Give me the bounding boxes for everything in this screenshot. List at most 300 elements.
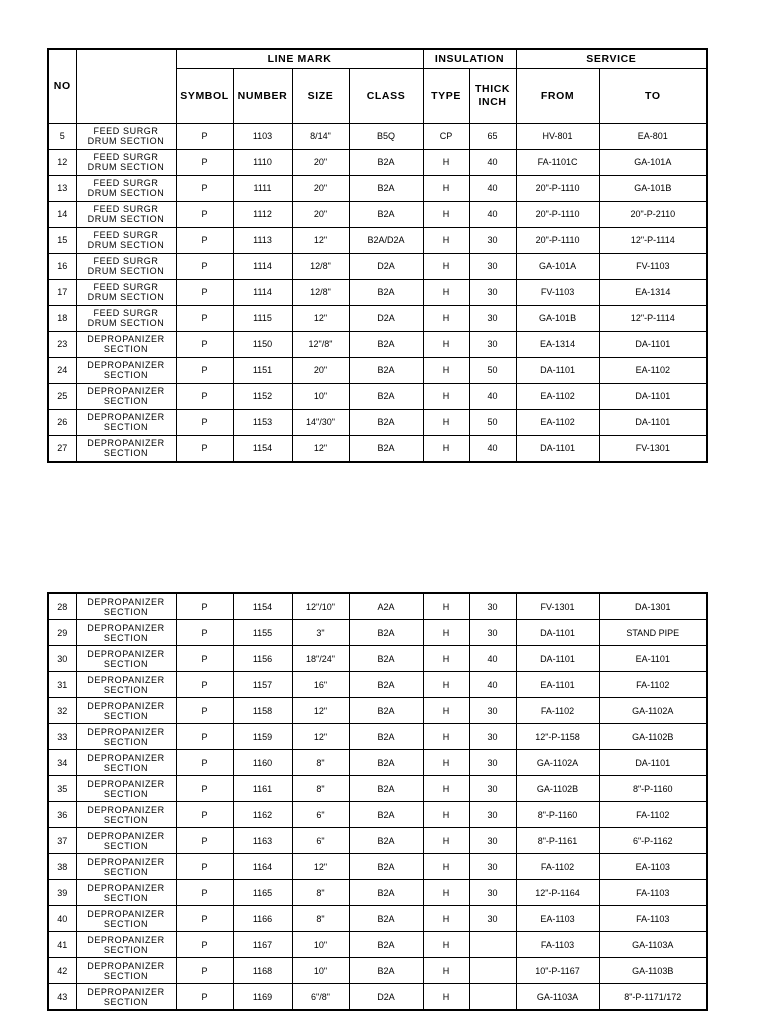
table-row [48, 383, 707, 409]
cell-size: 12" [292, 227, 349, 253]
header-no: NO [48, 49, 76, 123]
cell-section: DEPROPANIZER SECTION [76, 776, 176, 802]
cell-to: GA-1103A [599, 932, 707, 958]
cell-to: GA-1103B [599, 958, 707, 984]
cell-type: CP [423, 123, 469, 149]
header-section [76, 49, 176, 123]
cell-class: B2A [349, 672, 423, 698]
table-row [48, 123, 707, 149]
cell-no: 30 [48, 646, 76, 672]
cell-from: 8"-P-1160 [516, 802, 599, 828]
cell-type: H [423, 932, 469, 958]
cell-to: GA-1102A [599, 698, 707, 724]
cell-from: FA-1103 [516, 932, 599, 958]
cell-to: EA-1314 [599, 279, 707, 305]
cell-class: B2A [349, 331, 423, 357]
cell-size: 18"/24" [292, 646, 349, 672]
cell-class: B2A [349, 620, 423, 646]
table-row [48, 175, 707, 201]
cell-type: H [423, 253, 469, 279]
cell-symbol: P [176, 227, 233, 253]
cell-from: EA-1101 [516, 672, 599, 698]
cell-section: DEPROPANIZER SECTION [76, 672, 176, 698]
cell-class: B2A [349, 958, 423, 984]
cell-thick [469, 984, 516, 1011]
cell-no: 38 [48, 854, 76, 880]
cell-section: DEPROPANIZER SECTION [76, 854, 176, 880]
cell-type: H [423, 750, 469, 776]
cell-number: 1161 [233, 776, 292, 802]
cell-type: H [423, 724, 469, 750]
cell-no: 14 [48, 201, 76, 227]
table-row [48, 698, 707, 724]
cell-to: DA-1101 [599, 331, 707, 357]
cell-class: B2A [349, 279, 423, 305]
cell-type: H [423, 593, 469, 620]
cell-symbol: P [176, 593, 233, 620]
table-row [48, 724, 707, 750]
cell-class: B2A [349, 435, 423, 462]
table-row [48, 279, 707, 305]
cell-section: DEPROPANIZER SECTION [76, 724, 176, 750]
cell-number: 1159 [233, 724, 292, 750]
cell-class: B2A [349, 149, 423, 175]
cell-number: 1114 [233, 253, 292, 279]
cell-no: 42 [48, 958, 76, 984]
cell-symbol: P [176, 828, 233, 854]
cell-number: 1160 [233, 750, 292, 776]
cell-symbol: P [176, 383, 233, 409]
cell-number: 1166 [233, 906, 292, 932]
table-row [48, 409, 707, 435]
cell-symbol: P [176, 802, 233, 828]
cell-class: B2A [349, 175, 423, 201]
cell-from: GA-1102A [516, 750, 599, 776]
cell-to: 8"-P-1171/172 [599, 984, 707, 1011]
cell-number: 1103 [233, 123, 292, 149]
cell-symbol: P [176, 906, 233, 932]
cell-class: B2A [349, 802, 423, 828]
cell-to: FA-1103 [599, 880, 707, 906]
cell-no: 40 [48, 906, 76, 932]
cell-no: 25 [48, 383, 76, 409]
cell-no: 32 [48, 698, 76, 724]
cell-symbol: P [176, 932, 233, 958]
cell-no: 33 [48, 724, 76, 750]
cell-section: DEPROPANIZER SECTION [76, 880, 176, 906]
table-row [48, 331, 707, 357]
cell-type: H [423, 175, 469, 201]
cell-type: H [423, 305, 469, 331]
cell-to: FA-1102 [599, 802, 707, 828]
cell-thick: 40 [469, 149, 516, 175]
table-row [48, 802, 707, 828]
cell-size: 6" [292, 828, 349, 854]
cell-from: GA-1102B [516, 776, 599, 802]
cell-symbol: P [176, 123, 233, 149]
cell-type: H [423, 646, 469, 672]
cell-from: FA-1101C [516, 149, 599, 175]
cell-size: 20" [292, 175, 349, 201]
cell-to: DA-1301 [599, 593, 707, 620]
cell-symbol: P [176, 880, 233, 906]
cell-symbol: P [176, 776, 233, 802]
cell-class: D2A [349, 984, 423, 1011]
cell-class: B2A/D2A [349, 227, 423, 253]
cell-number: 1164 [233, 854, 292, 880]
cell-class: B2A [349, 854, 423, 880]
table-row [48, 932, 707, 958]
line-list-table-bottom [47, 592, 708, 1011]
cell-to: GA-101A [599, 149, 707, 175]
header-type: TYPE [423, 68, 469, 123]
cell-size: 20" [292, 201, 349, 227]
cell-to: GA-1102B [599, 724, 707, 750]
cell-section: FEED SURGR DRUM SECTION [76, 227, 176, 253]
cell-thick [469, 958, 516, 984]
cell-size: 8" [292, 880, 349, 906]
cell-thick: 30 [469, 724, 516, 750]
cell-size: 10" [292, 958, 349, 984]
cell-no: 13 [48, 175, 76, 201]
cell-class: B2A [349, 646, 423, 672]
cell-symbol: P [176, 279, 233, 305]
cell-number: 1110 [233, 149, 292, 175]
cell-number: 1165 [233, 880, 292, 906]
cell-size: 14"/30" [292, 409, 349, 435]
cell-section: DEPROPANIZER SECTION [76, 906, 176, 932]
cell-section: DEPROPANIZER SECTION [76, 958, 176, 984]
cell-class: A2A [349, 593, 423, 620]
cell-no: 39 [48, 880, 76, 906]
cell-to: EA-1102 [599, 357, 707, 383]
cell-symbol: P [176, 984, 233, 1011]
cell-section: DEPROPANIZER SECTION [76, 802, 176, 828]
cell-no: 18 [48, 305, 76, 331]
cell-number: 1162 [233, 802, 292, 828]
cell-type: H [423, 383, 469, 409]
cell-to: GA-101B [599, 175, 707, 201]
cell-class: B2A [349, 724, 423, 750]
cell-from: 12"-P-1158 [516, 724, 599, 750]
cell-class: B2A [349, 698, 423, 724]
cell-symbol: P [176, 724, 233, 750]
cell-thick: 40 [469, 383, 516, 409]
cell-thick: 30 [469, 698, 516, 724]
cell-symbol: P [176, 253, 233, 279]
cell-type: H [423, 357, 469, 383]
cell-to: 8"-P-1160 [599, 776, 707, 802]
cell-thick: 30 [469, 854, 516, 880]
cell-to: EA-801 [599, 123, 707, 149]
cell-size: 12" [292, 698, 349, 724]
cell-type: H [423, 201, 469, 227]
cell-number: 1153 [233, 409, 292, 435]
table-row [48, 776, 707, 802]
cell-number: 1158 [233, 698, 292, 724]
cell-no: 35 [48, 776, 76, 802]
cell-thick: 30 [469, 750, 516, 776]
cell-from: FV-1103 [516, 279, 599, 305]
cell-size: 12" [292, 724, 349, 750]
cell-number: 1115 [233, 305, 292, 331]
cell-section: DEPROPANIZER SECTION [76, 435, 176, 462]
cell-symbol: P [176, 409, 233, 435]
cell-from: EA-1103 [516, 906, 599, 932]
cell-class: B2A [349, 776, 423, 802]
cell-class: B2A [349, 383, 423, 409]
cell-class: B2A [349, 357, 423, 383]
cell-symbol: P [176, 305, 233, 331]
table-row [48, 593, 707, 620]
table-row [48, 253, 707, 279]
cell-from: FA-1102 [516, 854, 599, 880]
cell-number: 1150 [233, 331, 292, 357]
line-list-table-top [47, 48, 708, 463]
cell-symbol: P [176, 357, 233, 383]
cell-size: 8" [292, 906, 349, 932]
cell-section: FEED SURGR DRUM SECTION [76, 253, 176, 279]
cell-thick: 30 [469, 828, 516, 854]
cell-type: H [423, 776, 469, 802]
cell-size: 8" [292, 750, 349, 776]
cell-type: H [423, 620, 469, 646]
cell-size: 12" [292, 435, 349, 462]
cell-type: H [423, 828, 469, 854]
cell-number: 1154 [233, 435, 292, 462]
cell-symbol: P [176, 646, 233, 672]
cell-thick: 40 [469, 435, 516, 462]
table-row [48, 880, 707, 906]
header-symbol: SYMBOL [176, 68, 233, 123]
cell-section: FEED SURGR DRUM SECTION [76, 201, 176, 227]
cell-size: 20" [292, 357, 349, 383]
cell-section: DEPROPANIZER SECTION [76, 331, 176, 357]
header-line-mark: LINE MARK [176, 49, 423, 68]
cell-no: 41 [48, 932, 76, 958]
cell-type: H [423, 672, 469, 698]
cell-thick: 40 [469, 672, 516, 698]
cell-thick: 30 [469, 906, 516, 932]
table-row [48, 854, 707, 880]
cell-symbol: P [176, 175, 233, 201]
cell-section: DEPROPANIZER SECTION [76, 932, 176, 958]
table-row [48, 958, 707, 984]
cell-thick: 30 [469, 802, 516, 828]
cell-number: 1154 [233, 593, 292, 620]
cell-from: EA-1314 [516, 331, 599, 357]
cell-to: EA-1101 [599, 646, 707, 672]
cell-type: H [423, 409, 469, 435]
cell-symbol: P [176, 149, 233, 175]
header-insulation: INSULATION [423, 49, 516, 68]
cell-size: 12/8" [292, 279, 349, 305]
cell-symbol: P [176, 854, 233, 880]
table-row [48, 906, 707, 932]
cell-to: FA-1103 [599, 906, 707, 932]
header-thick-inch: THICK INCH [469, 68, 516, 123]
cell-to: 12"-P-1114 [599, 305, 707, 331]
header-to: TO [599, 68, 707, 123]
cell-no: 36 [48, 802, 76, 828]
header-size: SIZE [292, 68, 349, 123]
cell-class: D2A [349, 253, 423, 279]
cell-number: 1114 [233, 279, 292, 305]
cell-class: B2A [349, 932, 423, 958]
cell-thick: 30 [469, 776, 516, 802]
cell-number: 1163 [233, 828, 292, 854]
cell-thick: 30 [469, 331, 516, 357]
table-row [48, 227, 707, 253]
cell-thick: 50 [469, 357, 516, 383]
cell-from: EA-1102 [516, 383, 599, 409]
cell-class: B2A [349, 750, 423, 776]
cell-from: DA-1101 [516, 357, 599, 383]
cell-to: FV-1103 [599, 253, 707, 279]
cell-section: DEPROPANIZER SECTION [76, 828, 176, 854]
cell-type: H [423, 984, 469, 1011]
cell-number: 1168 [233, 958, 292, 984]
cell-no: 37 [48, 828, 76, 854]
table-row [48, 435, 707, 462]
cell-size: 12/8" [292, 253, 349, 279]
cell-no: 26 [48, 409, 76, 435]
cell-from: FA-1102 [516, 698, 599, 724]
cell-thick: 40 [469, 646, 516, 672]
cell-symbol: P [176, 958, 233, 984]
table-row [48, 672, 707, 698]
cell-class: B2A [349, 828, 423, 854]
cell-no: 5 [48, 123, 76, 149]
table-row [48, 750, 707, 776]
cell-type: H [423, 880, 469, 906]
cell-section: DEPROPANIZER SECTION [76, 620, 176, 646]
cell-thick: 30 [469, 593, 516, 620]
cell-size: 6"/8" [292, 984, 349, 1011]
table-row [48, 620, 707, 646]
cell-size: 6" [292, 802, 349, 828]
cell-from: HV-801 [516, 123, 599, 149]
cell-type: H [423, 149, 469, 175]
cell-section: FEED SURGR DRUM SECTION [76, 279, 176, 305]
header-class: CLASS [349, 68, 423, 123]
cell-no: 16 [48, 253, 76, 279]
cell-from: EA-1102 [516, 409, 599, 435]
cell-number: 1157 [233, 672, 292, 698]
cell-class: B5Q [349, 123, 423, 149]
cell-no: 28 [48, 593, 76, 620]
cell-section: FEED SURGR DRUM SECTION [76, 175, 176, 201]
cell-to: FA-1102 [599, 672, 707, 698]
cell-thick: 50 [469, 409, 516, 435]
cell-from: 20"-P-1110 [516, 201, 599, 227]
table-row [48, 828, 707, 854]
cell-thick: 40 [469, 175, 516, 201]
cell-type: H [423, 854, 469, 880]
cell-section: DEPROPANIZER SECTION [76, 984, 176, 1011]
cell-number: 1169 [233, 984, 292, 1011]
cell-type: H [423, 331, 469, 357]
cell-to: STAND PIPE [599, 620, 707, 646]
cell-number: 1112 [233, 201, 292, 227]
cell-number: 1167 [233, 932, 292, 958]
cell-section: FEED SURGR DRUM SECTION [76, 305, 176, 331]
cell-thick: 30 [469, 305, 516, 331]
table-body-bottom [48, 593, 707, 1010]
cell-thick [469, 932, 516, 958]
table-row [48, 646, 707, 672]
cell-from: 8"-P-1161 [516, 828, 599, 854]
cell-symbol: P [176, 750, 233, 776]
cell-section: DEPROPANIZER SECTION [76, 357, 176, 383]
cell-size: 12" [292, 305, 349, 331]
cell-class: D2A [349, 305, 423, 331]
cell-from: 20"-P-1110 [516, 175, 599, 201]
cell-section: DEPROPANIZER SECTION [76, 750, 176, 776]
cell-size: 3" [292, 620, 349, 646]
cell-from: GA-101A [516, 253, 599, 279]
cell-size: 8/14" [292, 123, 349, 149]
cell-number: 1155 [233, 620, 292, 646]
cell-type: H [423, 279, 469, 305]
cell-from: GA-1103A [516, 984, 599, 1011]
cell-size: 12"/10" [292, 593, 349, 620]
cell-section: DEPROPANIZER SECTION [76, 698, 176, 724]
cell-class: B2A [349, 906, 423, 932]
cell-from: DA-1101 [516, 435, 599, 462]
cell-type: H [423, 227, 469, 253]
cell-number: 1111 [233, 175, 292, 201]
cell-type: H [423, 906, 469, 932]
cell-section: DEPROPANIZER SECTION [76, 593, 176, 620]
cell-to: 12"-P-1114 [599, 227, 707, 253]
cell-symbol: P [176, 698, 233, 724]
cell-no: 23 [48, 331, 76, 357]
cell-to: EA-1103 [599, 854, 707, 880]
cell-to: 6"-P-1162 [599, 828, 707, 854]
cell-size: 8" [292, 776, 349, 802]
cell-no: 12 [48, 149, 76, 175]
cell-size: 12" [292, 854, 349, 880]
cell-size: 20" [292, 149, 349, 175]
cell-no: 27 [48, 435, 76, 462]
cell-size: 10" [292, 932, 349, 958]
cell-size: 12"/8" [292, 331, 349, 357]
cell-from: 20"-P-1110 [516, 227, 599, 253]
cell-thick: 30 [469, 227, 516, 253]
cell-type: H [423, 435, 469, 462]
cell-no: 34 [48, 750, 76, 776]
cell-type: H [423, 802, 469, 828]
cell-no: 17 [48, 279, 76, 305]
cell-from: GA-101B [516, 305, 599, 331]
cell-symbol: P [176, 201, 233, 227]
cell-to: 20"-P-2110 [599, 201, 707, 227]
table-row [48, 201, 707, 227]
cell-no: 31 [48, 672, 76, 698]
cell-section: FEED SURGR DRUM SECTION [76, 123, 176, 149]
cell-to: FV-1301 [599, 435, 707, 462]
cell-no: 24 [48, 357, 76, 383]
cell-thick: 30 [469, 279, 516, 305]
cell-no: 29 [48, 620, 76, 646]
cell-section: DEPROPANIZER SECTION [76, 646, 176, 672]
table-row [48, 305, 707, 331]
cell-from: DA-1101 [516, 620, 599, 646]
cell-thick: 30 [469, 880, 516, 906]
header-number: NUMBER [233, 68, 292, 123]
cell-number: 1152 [233, 383, 292, 409]
